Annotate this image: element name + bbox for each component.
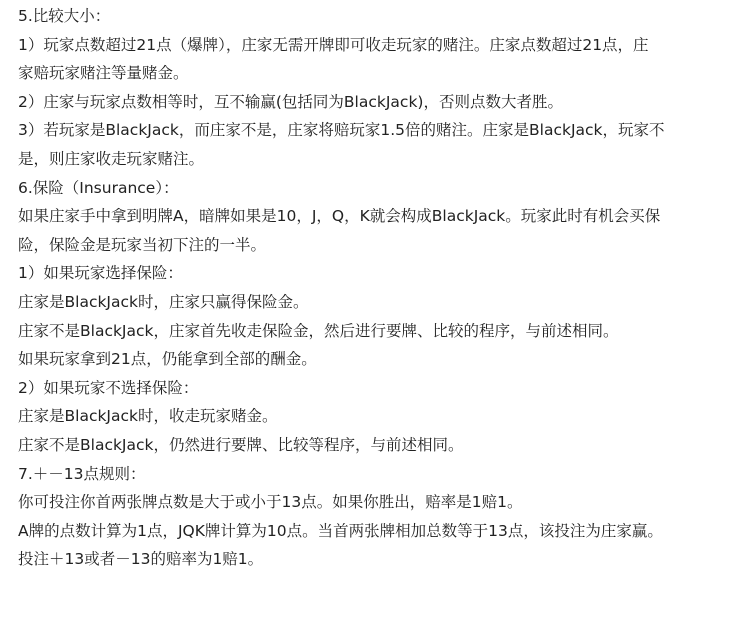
- text-line: 庄家是BlackJack时，庄家只赢得保险金。: [18, 292, 309, 311]
- text-line: 险，保险金是玩家当初下注的一半。: [18, 235, 267, 254]
- text-line: 如果庄家手中拿到明牌A，暗牌如果是10，J，Q，K就会构成BlackJack。玩家此时有机会买保: [18, 207, 661, 226]
- text-line: 1）如果玩家选择保险：: [18, 264, 183, 283]
- text-line: 庄家是BlackJack时，收走玩家赌金。: [18, 407, 278, 426]
- text-line: 庄家不是BlackJack，庄家首先收走保险金，然后进行要牌、比较的程序，与前述相同。: [18, 321, 619, 340]
- text-line: 2）庄家与玩家点数相等时，互不输赢(包括同为BlackJack)，否则点数大者胜。: [18, 92, 563, 111]
- rules-text-block: [18, 2, 734, 574]
- text-line: A牌的点数计算为1点，JQK牌计算为10点。当首两张牌相加总数等于13点，该投注为庄家赢。: [18, 521, 663, 540]
- text-line: 庄家不是BlackJack，仍然进行要牌、比较等程序，与前述相同。: [18, 435, 464, 454]
- text-line: 你可投注你首两张牌点数是大于或小于13点。如果你胜出，赔率是1赔1。: [18, 493, 523, 512]
- text-line: 1）玩家点数超过21点（爆牌），庄家无需开牌即可收走玩家的赌注。庄家点数超过21点，庄: [18, 35, 649, 54]
- section-heading-insurance: 6.保险（Insurance）：: [18, 178, 179, 197]
- text-line: 家赔玩家赌注等量赌金。: [18, 64, 189, 83]
- section-heading-13-point-rule: 7.＋－13点规则：: [18, 464, 146, 483]
- text-line: 2）如果玩家不选择保险：: [18, 378, 199, 397]
- text-line: 如果玩家拿到21点，仍能拿到全部的酬金。: [18, 350, 317, 369]
- section-heading-compare: 5.比较大小：: [18, 7, 111, 25]
- text-line: 3）若玩家是BlackJack，而庄家不是，庄家将赔玩家1.5倍的赌注。庄家是BlackJack，玩家不: [18, 121, 665, 140]
- text-line: 是，则庄家收走玩家赌注。: [18, 149, 205, 168]
- text-line: 投注＋13或者－13的赔率为1赔1。: [18, 550, 264, 569]
